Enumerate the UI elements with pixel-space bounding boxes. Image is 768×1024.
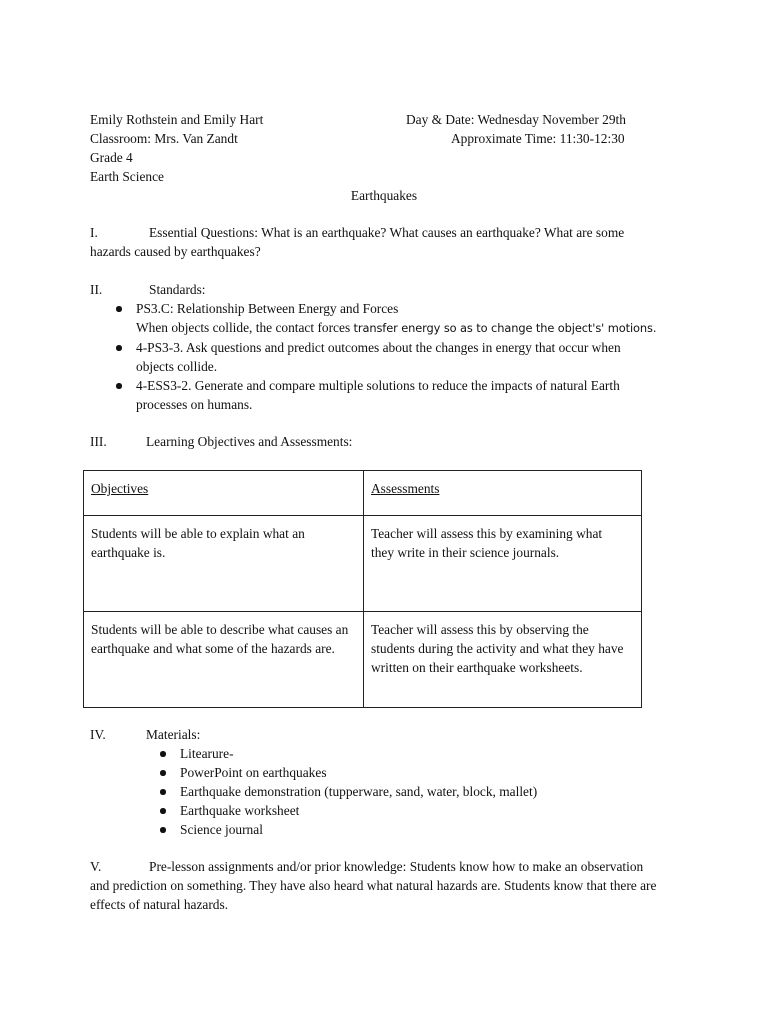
standard-item [113,299,656,338]
prelesson-line1: Pre-lesson assignments and/or prior knowledge: Students know how to make an observation [149,859,644,874]
section-iii-numeral: III. [90,434,107,449]
material-item: Science journal [157,820,537,839]
prelesson-line3: effects of natural hazards. [90,897,229,912]
objectives-table [83,470,642,708]
subject: Earth Science [90,169,164,184]
standard-title: PS3.C: Relationship Between Energy and Forces [136,301,399,316]
standard-text-line1: 4-ESS3-2. Generate and compare multiple solutions to reduce the impacts of natural Earth [136,378,620,393]
grade: Grade 4 [90,150,133,165]
table-header-assessments: Assessments [364,471,642,516]
assessment-cell: Teacher will assess this by observing the students during the activity and what they have written on their earthquake worksheets. [364,612,642,708]
objectives-heading: Learning Objectives and Assessments: [146,434,353,449]
material-item: PowerPoint on earthquakes [157,763,537,782]
standard-text-line2: processes on humans. [136,397,253,412]
table-header-row [84,471,642,516]
standard-text-line1: 4-PS3-3. Ask questions and predict outcomes about the changes in energy that occur when [136,340,621,355]
material-item: Earthquake demonstration (tupperware, sand, water, block, mallet) [157,782,537,801]
assessment-cell: Teacher will assess this by examining what they write in their science journals. [364,516,642,612]
section-i-numeral: I. [90,225,98,240]
approximate-time: Approximate Time: 11:30-12:30 [451,131,625,146]
standards-heading: Standards: [149,282,206,297]
page-title: Earthquakes [350,188,418,203]
standard-description: When objects collide, the contact forces transfer energy so as to change the object's' motions. [136,320,657,335]
standards-list [113,299,656,414]
authors: Emily Rothstein and Emily Hart [90,112,264,127]
material-item: Litearure- [157,744,537,763]
day-date: Day & Date: Wednesday November 29th [406,112,626,127]
essential-questions-line2: hazards caused by earthquakes? [90,244,261,259]
table-row [84,516,642,612]
classroom: Classroom: Mrs. Van Zandt [90,131,238,146]
materials-heading: Materials: [146,727,201,742]
essential-questions-line1: Essential Questions: What is an earthquake? What causes an earthquake? What are some [149,225,625,240]
standard-item [113,338,656,376]
section-v-numeral: V. [90,859,102,874]
section-ii-numeral: II. [90,282,103,297]
materials-list [157,744,537,839]
section-iv-numeral: IV. [90,727,106,742]
table-row [84,612,642,708]
standard-text-line2: objects collide. [136,359,218,374]
objective-cell: Students will be able to describe what causes an earthquake and what some of the hazards are. [84,612,364,708]
table-header-objectives: Objectives [84,471,364,516]
objective-cell: Students will be able to explain what an earthquake is. [84,516,364,612]
material-item: Earthquake worksheet [157,801,537,820]
prelesson-line2: and prediction on something. They have also heard what natural hazards are. Students know that there are [90,878,657,893]
standard-item [113,376,656,414]
